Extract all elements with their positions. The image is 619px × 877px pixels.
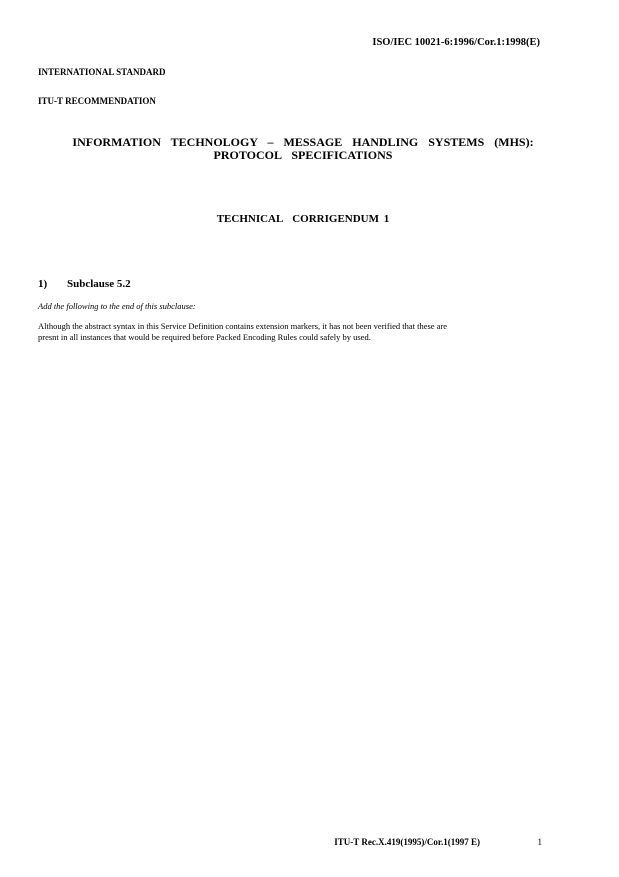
standard-label: INTERNATIONAL STANDARD [38, 67, 166, 77]
footer-reference: ITU-T Rec.X.419(1995)/Cor.1(1997 E) [334, 837, 480, 847]
document-id: ISO/IEC 10021-6:1996/Cor.1:1998(E) [372, 37, 540, 48]
document-title [38, 136, 568, 162]
section-heading [38, 278, 131, 290]
corrigendum-heading: TECHNICAL CORRIGENDUM 1 [216, 213, 390, 225]
body-line-1: Although the abstract syntax in this Service Definition contains extension markers, it has not been verified that these are [38, 321, 448, 331]
section-number: 1) [38, 278, 48, 290]
section-body [38, 321, 558, 342]
page-number: 1 [537, 837, 542, 847]
recommendation-label: ITU-T RECOMMENDATION [38, 96, 156, 106]
section-instruction: Add the following to the end of this subclause: [38, 301, 196, 311]
section-title: Subclause 5.2 [67, 278, 131, 290]
body-line-2: presnt in all instances that would be required before Packed Encoding Rules could safely by used. [38, 331, 371, 342]
title-line-1: INFORMATION TECHNOLOGY – MESSAGE HANDLING SYSTEMS (MHS): [72, 135, 534, 149]
title-line-2: PROTOCOL SPECIFICATIONS [213, 148, 393, 162]
